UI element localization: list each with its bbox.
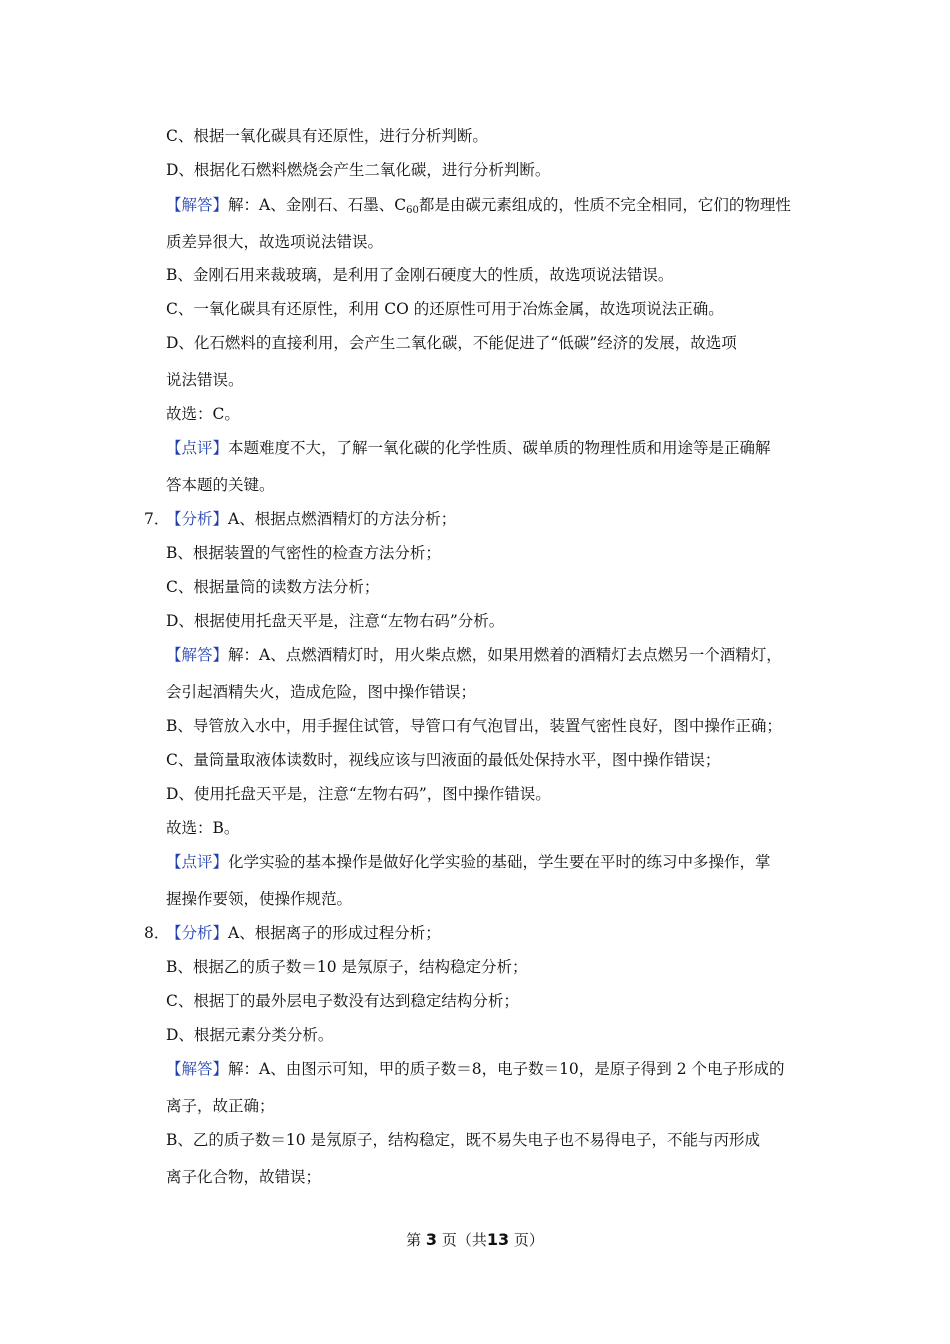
text-line: C、一氧化碳具有还原性，利用 CO 的还原性可用于冶炼金属，故选项说法正确。 [166,300,724,318]
text-line: D、根据元素分类分析。 [166,1026,334,1044]
text-line [166,1059,785,1079]
text-line: C、根据量筒的读数方法分析； [166,578,380,596]
footer-text: 第 [406,1231,422,1249]
text-line [166,923,441,943]
text-segment: 解：A、金刚石、石墨、C [228,196,407,214]
text-line: B、根据乙的质子数＝10 是氖原子，结构稳定分析； [166,958,528,976]
question-number: 8． [144,924,170,942]
text-segment: 都是由碳元素组成的，性质不完全相同，它们的物理性 [418,196,791,214]
text-line [166,645,782,665]
text-line: D、根据使用托盘天平是，注意“左物右码”分析。 [166,612,505,630]
text-line: C、根据丁的最外层电子数没有达到稳定结构分析； [166,992,519,1010]
text-line: 故选：C。 [166,405,240,423]
text-segment: 解：A、由图示可知，甲的质子数＝8，电子数＝10，是原子得到 2 个电子形成的 [228,1060,785,1078]
text-line: 故选：B。 [166,819,240,837]
text-line: C、量筒量取液体读数时，视线应该与凹液面的最低处保持水平，图中操作错误； [166,751,721,769]
text-segment: A、根据点燃酒精灯的方法分析； [228,510,457,528]
text-line: D、化石燃料的直接利用，会产生二氧化碳，不能促进了“低碳”经济的发展，故选项 [166,334,737,352]
comment-tag: 【点评】 [166,439,229,457]
question-number: 7． [144,510,170,528]
text-line: 会引起酒精失火，造成危险，图中操作错误； [166,683,477,701]
text-line: 离子，故正确； [166,1097,275,1115]
analysis-tag: 【分析】 [166,510,229,528]
page-footer [0,1230,950,1250]
text-line: 离子化合物，故错误； [166,1168,322,1186]
answer-tag: 【解答】 [166,646,229,664]
text-segment: 本题难度不大，了解一氧化碳的化学性质、碳单质的物理性质和用途等是正确解 [228,439,771,457]
text-line: B、根据装置的气密性的检查方法分析； [166,544,441,562]
text-line: 质差异很大，故选项说法错误。 [166,233,384,251]
text-line: 说法错误。 [166,371,244,389]
text-line [166,852,771,872]
text-line: B、金刚石用来裁玻璃，是利用了金刚石硬度大的性质，故选项说法错误。 [166,266,674,284]
subscript: 60 [406,205,419,216]
text-segment: 解：A、点燃酒精灯时，用火柴点燃，如果用燃着的酒精灯去点燃另一个酒精灯， [228,646,782,664]
text-segment: A、根据离子的形成过程分析； [228,924,441,942]
text-line: B、乙的质子数＝10 是氖原子，结构稳定，既不易失电子也不易得电子，不能与丙形成 [166,1131,761,1149]
text-line: D、根据化石燃料燃烧会产生二氧化碳，进行分析判断。 [166,161,551,179]
text-line [166,195,791,215]
text-segment: 化学实验的基本操作是做好化学实验的基础，学生要在平时的练习中多操作，掌 [228,853,771,871]
analysis-tag: 【分析】 [166,924,229,942]
text-line: 答本题的关键。 [166,476,275,494]
text-line: 握操作要领，使操作规范。 [166,890,353,908]
answer-tag: 【解答】 [166,196,229,214]
text-line: B、导管放入水中，用手握住试管，导管口有气泡冒出，装置气密性良好，图中操作正确； [166,717,782,735]
footer-text: 页（共 [441,1231,487,1249]
page-number: 3 [425,1230,438,1249]
text-line [166,438,771,458]
text-line: D、使用托盘天平是，注意“左物右码”，图中操作错误。 [166,785,551,803]
answer-tag: 【解答】 [166,1060,229,1078]
footer-text: 页） [513,1231,544,1249]
text-line [166,509,456,529]
page-total: 13 [486,1230,510,1249]
text-line: C、根据一氧化碳具有还原性，进行分析判断。 [166,127,488,145]
comment-tag: 【点评】 [166,853,229,871]
